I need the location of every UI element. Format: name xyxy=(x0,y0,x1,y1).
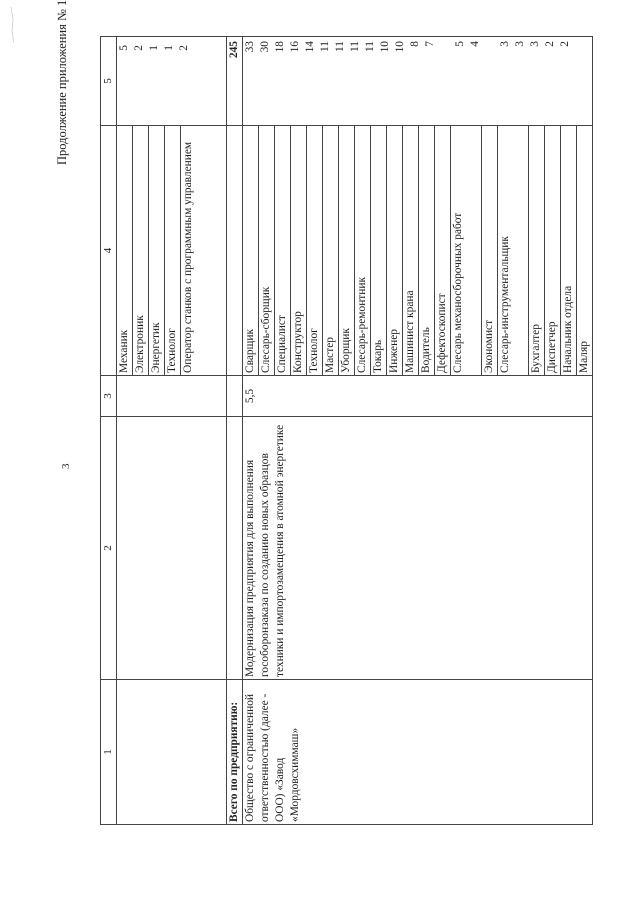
col-header-4: 4 xyxy=(101,126,117,376)
profession-row xyxy=(482,126,498,375)
profession-count: 3 xyxy=(499,41,511,47)
total-value: 245 xyxy=(227,37,243,126)
top-rows xyxy=(117,37,227,825)
profession-count: 14 xyxy=(304,41,316,53)
total-label: Всего по предприятию: xyxy=(227,680,243,825)
profession-row xyxy=(259,126,275,375)
profession-name: Слесарь-ремонтник xyxy=(355,126,371,375)
profession-row xyxy=(387,126,403,375)
col-header-2: 2 xyxy=(101,417,117,680)
profession-name: Мастер xyxy=(323,126,339,375)
profession-row xyxy=(498,126,529,375)
profession-name: Слесарь механосборочных работ xyxy=(451,126,482,375)
continuation-note: Продолжение приложения № 1 xyxy=(55,0,69,165)
profession-name: Водитель xyxy=(419,126,435,375)
profession-row xyxy=(275,126,291,375)
profession-row xyxy=(419,126,435,375)
header-row xyxy=(101,37,117,825)
profession-name: Бухгалтер xyxy=(529,126,545,375)
profession-name: Начальник отдела xyxy=(561,126,577,375)
profession-row xyxy=(291,126,307,375)
profession-row xyxy=(451,126,482,375)
profession-row xyxy=(371,126,387,375)
profession-count: 10 xyxy=(379,41,391,53)
profession-row xyxy=(339,126,355,375)
profession-row xyxy=(307,126,323,375)
col-header-5: 5 xyxy=(101,37,117,126)
project-value: 5,5 xyxy=(243,376,593,417)
positions-table xyxy=(100,36,593,825)
profession-name: Диспетчер xyxy=(545,126,561,375)
list-item: Оператор станков с программным управлением xyxy=(182,141,194,373)
total-row xyxy=(227,37,243,825)
profession-count: 7 xyxy=(424,41,436,47)
profession-count: 5 xyxy=(454,41,466,47)
profession-count: 8 xyxy=(409,41,421,47)
profession-count: 18 xyxy=(274,41,286,53)
profession-row xyxy=(545,126,561,375)
profession-name: Слесарь-инструментальщик xyxy=(498,126,529,375)
profession-count: 11 xyxy=(334,41,346,52)
profession-name: Машинист крана xyxy=(403,126,419,375)
list-item: Технолог xyxy=(165,126,181,375)
profession-name: Конструктор xyxy=(291,126,307,375)
profession-row xyxy=(529,126,545,375)
project-description: Модернизация предприятия для выполнения гособоронзаказа по созданию новых образцов техники и импортозамещения в атомной энергетике xyxy=(243,417,593,680)
list-item: Механик xyxy=(117,126,133,375)
profession-name: Маляр xyxy=(578,341,590,373)
top-counts: 5 2 1 1 2 xyxy=(118,45,190,51)
profession-name: Специалист xyxy=(275,126,291,375)
profession-row xyxy=(403,126,419,375)
profession-name: Уборщик xyxy=(339,126,355,375)
profession-name: Экономист xyxy=(482,126,498,375)
profession-count: 16 xyxy=(289,41,301,53)
profession-list xyxy=(243,126,592,375)
profession-count: 4 xyxy=(469,41,481,47)
col-header-3: 3 xyxy=(101,376,117,417)
profession-name: Сварщик xyxy=(243,126,259,375)
profession-count: 3 xyxy=(514,41,526,47)
profession-counts xyxy=(243,37,573,125)
profession-count: 33 xyxy=(244,41,256,53)
profession-count: 2 xyxy=(544,41,556,47)
company-row xyxy=(243,37,593,825)
profession-row xyxy=(323,126,339,375)
profession-count: 11 xyxy=(319,41,331,52)
profession-name: Токарь xyxy=(371,126,387,375)
page-number: 3 xyxy=(60,463,72,469)
profession-row xyxy=(435,126,451,375)
profession-count: 2 xyxy=(559,41,571,47)
profession-name: Слесарь-сборщик xyxy=(259,126,275,375)
profession-row xyxy=(561,126,577,375)
company-name: Общество с ограниченной ответственностью (далее - ООО) «Завод «Мордовсхиммаш» xyxy=(243,680,593,825)
list-item: Энергетик xyxy=(149,126,165,375)
profession-row xyxy=(577,126,593,375)
list-item: Электроник xyxy=(133,126,149,375)
profession-row xyxy=(243,126,259,375)
profession-name: Технолог xyxy=(307,126,323,375)
profession-count: 10 xyxy=(394,41,406,53)
profession-count: 11 xyxy=(364,41,376,52)
profession-count: 11 xyxy=(349,41,361,52)
profession-count: 3 xyxy=(529,41,541,47)
profession-name: Дефектоскопист xyxy=(435,126,451,375)
col-header-1: 1 xyxy=(101,680,117,825)
profession-row xyxy=(355,126,371,375)
profession-name: Инженер xyxy=(387,126,403,375)
profession-count: 30 xyxy=(259,41,271,53)
top-professions xyxy=(117,126,226,375)
